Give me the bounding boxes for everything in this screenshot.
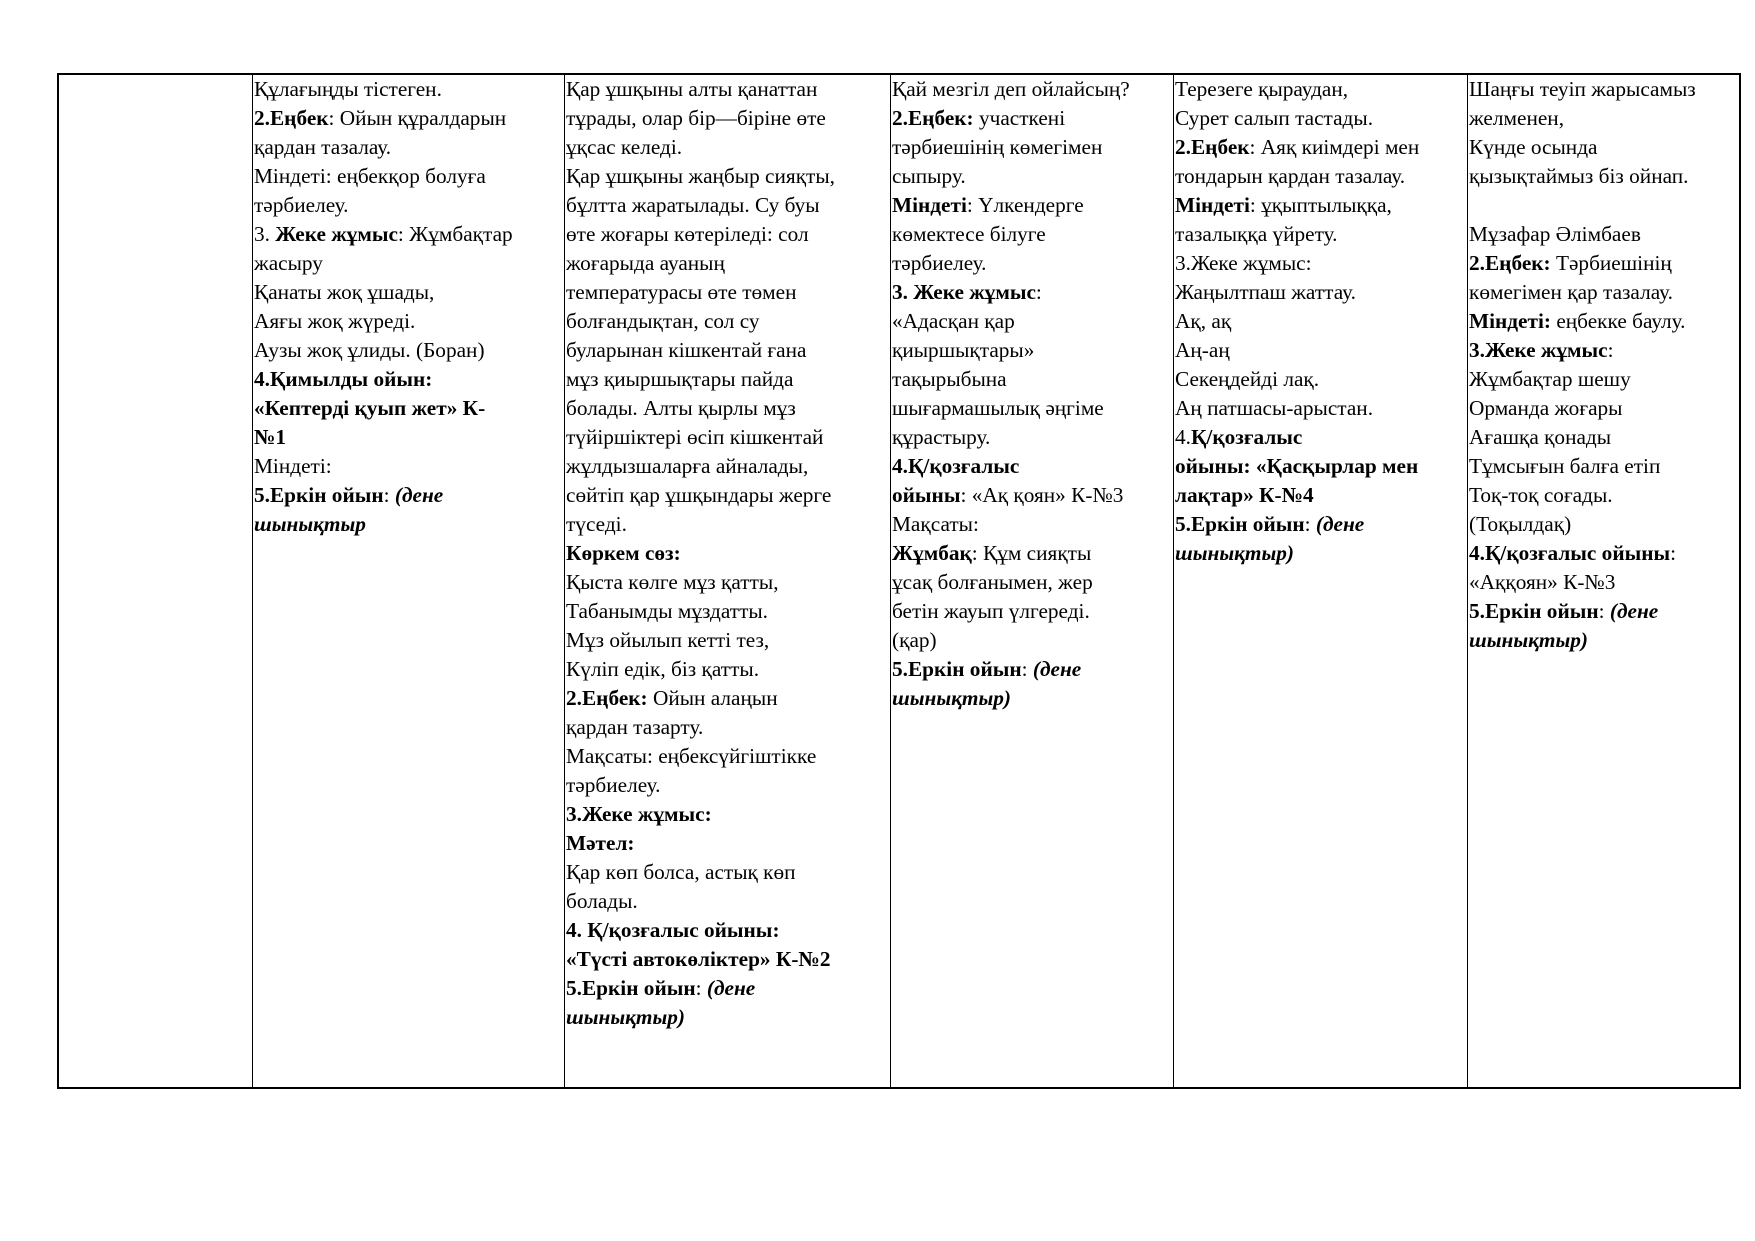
text-line [566,800,890,829]
text-run: шынықтыр [254,512,366,536]
text-run: 3.Жеке жұмыс: [566,802,712,826]
text-run: : [383,483,395,507]
text-run: тақырыбына [892,367,1007,391]
text-run: Міндеті: еңбекқор болуға [254,164,486,188]
text-run: Ағашқа қонады [1469,425,1612,449]
text-run: шынықтыр) [566,1005,685,1029]
text-run: Міндеті [892,193,967,217]
text-line [892,539,1173,568]
text-run: құрастыру. [892,425,991,449]
text-run: Шаңғы теуіп жарысамыз [1469,77,1696,101]
text-line [892,307,1173,336]
text-line [1175,220,1467,249]
text-line [1469,597,1739,626]
text-run: шығармашылық әңгіме [892,396,1104,420]
text-line [892,278,1173,307]
text-run: : [695,976,707,1000]
text-line [1175,481,1467,510]
text-line [1469,626,1739,655]
text-line [1469,423,1739,452]
text-run: (дене [1609,599,1659,623]
text-run: қардан тазалау. [254,135,392,159]
text-line [566,481,890,510]
text-line [254,75,564,104]
text-run: Қанаты жоқ ұшады, [254,280,435,304]
text-run: Мақсаты: [892,512,979,536]
text-run: : Құм сияқты [971,541,1092,565]
text-run: Жұмбақ [892,541,972,565]
text-run: қардан тазарту. [566,715,704,739]
text-run: : [1670,541,1677,565]
text-line [566,829,890,858]
text-run: Қар ұшқыны алты қанаттан [566,77,818,101]
text-line [892,191,1173,220]
text-run: мұз қиыршықтары пайда [566,367,794,391]
text-line [892,336,1173,365]
text-run: Жеке жұмыс [275,222,398,246]
text-run: 5.Еркін ойын [892,657,1022,681]
text-line [566,684,890,713]
text-run: көмектесе білуге [892,222,1046,246]
text-run: (қар) [892,628,937,652]
text-run: Тұмсығын балға етіп [1469,454,1661,478]
text-run: 5.Еркін ойын [1175,512,1305,536]
text-run: жасыру [254,251,323,275]
text-run: : [1035,280,1042,304]
text-run: : [1598,599,1610,623]
text-run: Көркем сөз: [566,541,681,565]
text-run: тәрбиелеу. [566,773,661,797]
text-run: Аң-аң [1175,338,1230,362]
text-line [566,104,890,133]
text-run: Қай мезгіл деп ойлайсың? [892,77,1130,101]
text-run: 4. Қ/қозғалыс ойыны: [566,918,780,942]
text-run: Қар ұшқыны жаңбыр сияқты, [566,164,835,188]
text-line [566,1003,890,1032]
text-line [1469,336,1739,365]
text-run: болады. Алты қырлы мұз [566,396,796,420]
text-line [566,626,890,655]
text-run: : [1607,338,1614,362]
text-line [1175,336,1467,365]
text-run: 3.Жеке жұмыс [1469,338,1608,362]
text-run: Аяғы жоқ жүреді. [254,309,416,333]
text-line [892,249,1173,278]
table-cell-day-4 [1174,75,1468,1088]
text-line [1175,539,1467,568]
text-line [1469,394,1739,423]
text-run: Орманда жоғары [1469,396,1623,420]
text-line [254,249,564,278]
text-line [1469,568,1739,597]
text-run: Құлағыңды тістеген. [254,77,442,101]
text-run: Қар көп болса, астық көп [566,860,796,884]
table-row [59,75,1740,1088]
text-run: Терезеге қыраудан, [1175,77,1349,101]
text-line [1469,539,1739,568]
text-line [254,481,564,510]
text-line [892,75,1173,104]
text-line [1469,104,1739,133]
text-run: (дене [706,976,756,1000]
text-run: қызықтаймыз біз ойнап. [1469,164,1689,188]
text-line [1175,162,1467,191]
text-line [254,510,564,539]
text-line [1469,307,1739,336]
text-run: : Жұмбақтар [397,222,513,246]
text-run: Міндеті [1175,193,1250,217]
text-line [254,104,564,133]
text-run: Мұзафар Әлімбаев [1469,222,1641,246]
text-run: Қыста көлге мұз қатты, [566,570,779,594]
text-line [892,481,1173,510]
text-run: Мұз ойылып кетті тез, [566,628,770,652]
table-cell-day-3 [891,75,1174,1088]
table-cell-day-5 [1468,75,1740,1088]
text-line [892,510,1173,539]
text-run: Күліп едік, біз қатты. [566,657,760,681]
text-line [566,162,890,191]
text-line [566,394,890,423]
table-cell-day-2 [565,75,891,1088]
text-run: 2.Еңбек: [1469,251,1551,275]
text-run: 5.Еркін ойын [254,483,384,507]
text-run: тәрбиелеу. [892,251,987,275]
text-line [892,162,1173,191]
text-line [1175,510,1467,539]
text-run: көмегімен қар тазалау. [1469,280,1673,304]
text-run: «Адасқан қар [892,309,1015,333]
text-line [892,133,1173,162]
text-line [892,655,1173,684]
text-run: Күнде осында [1469,135,1598,159]
text-line [254,220,564,249]
text-line [566,771,890,800]
text-run: Тәрбиешінің [1550,251,1672,275]
text-run: 5.Еркін ойын [1469,599,1599,623]
text-run: 4. [1175,425,1191,449]
text-line [1469,481,1739,510]
text-line [566,539,890,568]
text-run: тәрбиешінің көмегімен [892,135,1103,159]
text-run: тәрбиелеу. [254,193,349,217]
text-run: : Аяқ киімдері мен [1249,135,1420,159]
text-line [892,568,1173,597]
text-run: 3. [254,222,276,246]
text-run: Ақ, ақ [1175,309,1232,333]
text-line [566,887,890,916]
text-run: Ойын алаңын [647,686,778,710]
text-run: (дене [1032,657,1082,681]
text-run: Аузы жоқ ұлиды. (Боран) [254,338,485,362]
text-run: қиыршықтары» [892,338,1035,362]
text-line [1469,278,1739,307]
text-run: Мақсаты: еңбексүйгіштікке [566,744,817,768]
text-line [566,133,890,162]
text-run: Міндеті: [254,454,332,478]
text-line [566,365,890,394]
text-line [892,104,1173,133]
text-line [892,597,1173,626]
text-run: өте жоғары көтеріледі: сол [566,222,809,246]
text-line [1469,220,1739,249]
text-line [892,394,1173,423]
text-line [566,452,890,481]
text-line [254,423,564,452]
text-run: ойыны: «Қасқырлар мен [1175,454,1419,478]
text-run: 2.Еңбек: [892,106,974,130]
text-run: Жаңылтпаш жаттау. [1175,280,1356,304]
text-run: Мәтел: [566,831,635,855]
text-line [566,916,890,945]
text-run: : «Ақ қоян» К-№3 [960,483,1124,507]
text-run: шынықтыр) [1175,541,1294,565]
text-run: : [1021,657,1033,681]
text-line [1469,510,1739,539]
text-run: лақтар» К-№4 [1175,483,1314,507]
text-run: буларынан кішкентай ғана [566,338,807,362]
text-line [1469,365,1739,394]
text-run: Тоқ-тоқ соғады. [1469,483,1613,507]
table-cell-day-1 [253,75,565,1088]
text-line [1469,162,1739,191]
text-run: Секеңдейді лақ. [1175,367,1320,391]
text-run: ұсақ болғанымен, жер [892,570,1093,594]
text-line [566,597,890,626]
text-run: болады. [566,889,638,913]
text-line [1175,75,1467,104]
text-run: түйіршіктері өсіп кішкентай [566,425,824,449]
text-run: тондарын қардан тазалау. [1175,164,1406,188]
text-run: 4.Қ/қозғалыс ойыны [1469,541,1671,565]
text-run: «Түсті автокөліктер» К-№2 [566,947,831,971]
text-line [1175,249,1467,278]
text-run: участкені [973,106,1066,130]
text-line [566,742,890,771]
text-line [1469,191,1739,220]
text-run: Сурет салып тастады. [1175,106,1374,130]
text-line [566,191,890,220]
text-run: 2.Еңбек [254,106,329,130]
text-line [566,75,890,104]
text-line [1469,75,1739,104]
text-line [892,365,1173,394]
text-run: №1 [254,425,287,449]
text-line [566,510,890,539]
text-run: : [1304,512,1316,536]
text-run: тазалыққа үйрету. [1175,222,1338,246]
text-run: температурасы өте төмен [566,280,797,304]
text-run: Аң патшасы-арыстан. [1175,396,1374,420]
text-run: : Ойын құралдарын [328,106,507,130]
text-run: болғандықтан, сол су [566,309,760,333]
text-line [892,220,1173,249]
text-run: Міндеті: [1469,309,1551,333]
text-line [1175,365,1467,394]
text-run: (Тоқылдақ) [1469,512,1572,536]
text-line [566,249,890,278]
text-run: Жұмбақтар шешу [1469,367,1631,391]
text-run: тұрады, олар бір—біріне өте [566,106,826,130]
text-run: «Кептерді қуып жет» К- [254,396,486,420]
text-run: бетін жауып үлгереді. [892,599,1090,623]
text-run: бұлтта жаратылады. Су буы [566,193,820,217]
text-line [254,133,564,162]
text-line [254,452,564,481]
text-line [254,394,564,423]
text-line [566,713,890,742]
text-line [254,365,564,394]
text-run: 2.Еңбек [1175,135,1250,159]
text-run: Қ/қозғалыс [1190,425,1303,449]
text-run: : Үлкендерге [966,193,1084,217]
table-cell-empty [59,75,253,1088]
text-run: Табанымды мұздатты. [566,599,769,623]
text-run: жоғарыда ауаның [566,251,725,275]
text-line [1175,394,1467,423]
text-run: 2.Еңбек: [566,686,648,710]
text-line [566,336,890,365]
text-run: ойыны [892,483,961,507]
text-run: 3. Жеке жұмыс [892,280,1036,304]
text-line [892,684,1173,713]
text-line [1175,452,1467,481]
text-line [1175,133,1467,162]
text-line [1469,452,1739,481]
text-run: сыпыру. [892,164,966,188]
text-run: сөйтіп қар ұшқындары жерге [566,483,832,507]
text-run: түседі. [566,512,627,536]
text-run: (дене [394,483,444,507]
text-line [566,423,890,452]
text-run: ұқсас келеді. [566,135,683,159]
text-line [254,336,564,365]
text-run: «Аққоян» К-№3 [1469,570,1616,594]
text-line [254,162,564,191]
text-line [1175,104,1467,133]
text-run: еңбекке баулу. [1551,309,1686,333]
text-line [566,220,890,249]
text-line [254,307,564,336]
text-run: 3.Жеке жұмыс: [1175,251,1312,275]
text-line [566,568,890,597]
text-line [566,278,890,307]
text-line [1175,307,1467,336]
text-line [566,307,890,336]
text-line [254,191,564,220]
text-line [566,945,890,974]
text-line [254,278,564,307]
plan-table [58,74,1740,1088]
text-line [1469,249,1739,278]
text-line [892,452,1173,481]
text-run: шынықтыр) [1469,628,1588,652]
text-run: желменен, [1469,106,1565,130]
text-line [566,655,890,684]
text-line [892,423,1173,452]
text-run: 5.Еркін ойын [566,976,696,1000]
text-run: жұлдызшаларға айналады, [566,454,809,478]
text-run: (дене [1315,512,1365,536]
text-run: : ұқыптылыққа, [1249,193,1392,217]
text-line [892,626,1173,655]
text-line [1469,133,1739,162]
text-line [1175,191,1467,220]
text-run: шынықтыр) [892,686,1011,710]
text-run: 4.Қимылды ойын: [254,367,433,391]
text-line [566,974,890,1003]
text-line [1175,423,1467,452]
text-line [566,858,890,887]
text-line [1175,278,1467,307]
text-run: 4.Қ/қозғалыс [892,454,1020,478]
